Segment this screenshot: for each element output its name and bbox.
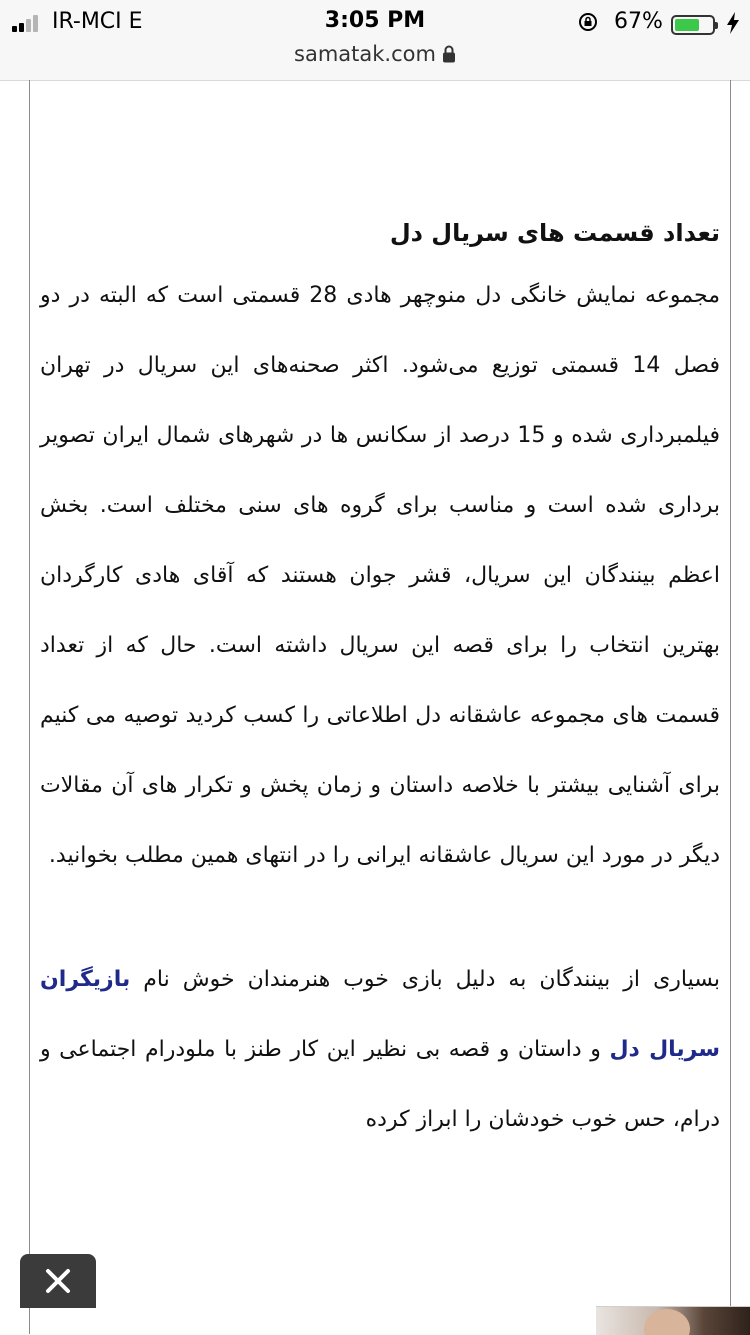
rotation-lock-icon <box>578 12 598 32</box>
cast-link[interactable]: بازیگران سریال دل <box>40 967 720 1062</box>
carrier-name: IR-MCI E <box>52 9 143 34</box>
article-paragraph <box>40 945 720 1155</box>
close-ad-button[interactable] <box>20 1254 96 1308</box>
article-paragraph: مجموعه نمایش خانگی دل منوچهر هادی 28 قسمتی است که البته در دو فصل 14 قسمتی توزیع می‌شود. اکثر صحنه‌های این سریال در تهران فیلمبرداری شده و 15 درصد از سکانس ها در شهرهای شمال ایران تصویر برداری شده است و مناسب برای گروه های سنی مختلف است. بخش اعظم بینندگان این سریال، قشر جوان هستند که آقای هادی کارگردان بهترین انتخاب را برای قصه این سریال داشته است. حال که از تعداد قسمت های مجموعه عاشقانه دل اطلاعاتی را کسب کردید توصیه می کنیم برای آشنایی بیشتر با خلاصه داستان و زمان پخش و تکرار های آن مقالات دیگر در مورد این سریال عاشقانه ایرانی را در انتهای همین مطلب بخوانید. <box>40 283 721 868</box>
paragraph-text: و داستان و قصه بی نظیر این کار طنز با ملودرام اجتماعی و درام، حس خوب خودشان را ابراز کرده <box>40 1037 720 1132</box>
close-icon <box>44 1267 72 1295</box>
status-bar <box>0 0 750 81</box>
paragraph-text: بسیاری از بینندگان به دلیل بازی خوب هنرمندان خوش نام <box>143 967 720 992</box>
battery-percentage: 67% <box>614 9 663 34</box>
url-text: samatak.com <box>294 42 436 66</box>
content-frame-right-border <box>730 80 731 1334</box>
ad-image[interactable] <box>596 1306 750 1335</box>
content-frame-left-border <box>29 80 30 1334</box>
charging-bolt-icon <box>726 12 740 34</box>
section-heading: تعداد قسمت های سریال دل <box>389 219 720 247</box>
battery-icon <box>671 15 715 35</box>
status-time: 3:05 PM <box>324 8 426 33</box>
padlock-icon <box>442 45 456 63</box>
article-body <box>40 205 720 1155</box>
address-bar[interactable] <box>0 42 750 66</box>
